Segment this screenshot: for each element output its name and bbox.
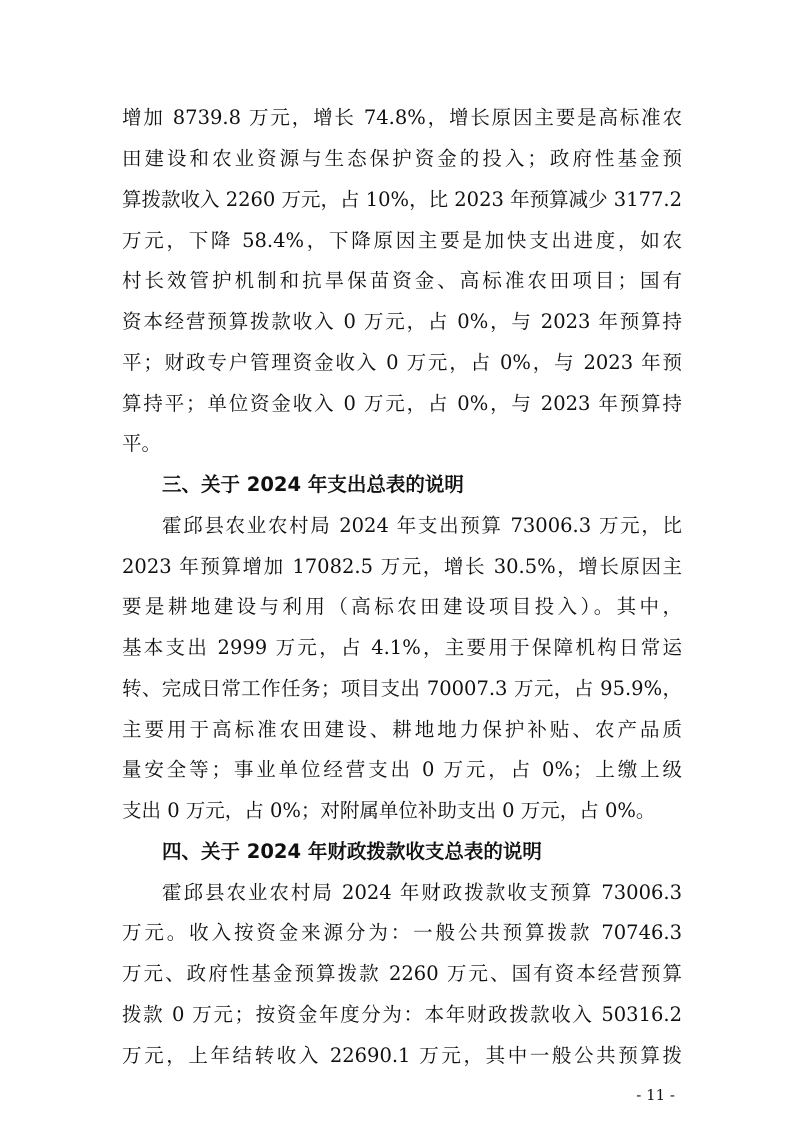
page-number: - 11 - [636, 1086, 675, 1104]
paragraph-line: 增加 8739.8 万元，增长 74.8%，增长原因主要是高标准农 [122, 106, 682, 129]
paragraph-line: 转、完成日常工作任务；项目支出 70007.3 万元，占 95.9%， [122, 677, 682, 700]
paragraph-line: 村长效管护机制和抗旱保苗资金、高标准农田项目；国有 [122, 269, 682, 292]
paragraph-line: 霍邱县农业农村局 2024 年财政拨款收支预算 73006.3 [162, 881, 682, 904]
paragraph-line: 支出 0 万元，占 0%；对附属单位补助支出 0 万元，占 0%。 [122, 799, 656, 822]
paragraph-line: 田建设和农业资源与生态保护资金的投入；政府性基金预 [122, 147, 682, 170]
paragraph-line: 霍邱县农业农村局 2024 年支出预算 73006.3 万元，比 [162, 514, 682, 537]
paragraph-line: 平。 [122, 432, 162, 455]
paragraph-line: 拨款 0 万元；按资金年度分为：本年财政拨款收入 50316.2 [122, 1003, 682, 1026]
section-heading: 三、关于 2024 年支出总表的说明 [162, 473, 464, 496]
section-heading: 四、关于 2024 年财政拨款收支总表的说明 [162, 840, 542, 863]
paragraph-line: 2023 年预算增加 17082.5 万元，增长 30.5%，增长原因主 [122, 555, 682, 578]
paragraph-line: 算拨款收入 2260 万元，占 10%，比 2023 年预算减少 3177.2 [122, 188, 683, 211]
paragraph-line: 资本经营预算拨款收入 0 万元，占 0%，与 2023 年预算持 [122, 310, 682, 333]
paragraph-line: 算持平；单位资金收入 0 万元，占 0%，与 2023 年预算持 [122, 392, 682, 415]
paragraph-line: 量安全等；事业单位经营支出 0 万元，占 0%；上缴上级 [122, 758, 682, 781]
paragraph-line: 万元。收入按资金来源分为：一般公共预算拨款 70746.3 [122, 921, 682, 944]
paragraph-line: 要是耕地建设与利用（高标农田建设项目投入）。其中， [122, 595, 682, 618]
paragraph-line: 基本支出 2999 万元，占 4.1%，主要用于保障机构日常运 [122, 636, 682, 659]
paragraph-line: 主要用于高标准农田建设、耕地地力保护补贴、农产品质 [122, 718, 682, 741]
paragraph-line: 万元，下降 58.4%，下降原因主要是加快支出进度，如农 [122, 229, 682, 252]
paragraph-line: 万元，上年结转收入 22690.1 万元，其中一般公共预算拨 [122, 1044, 682, 1067]
paragraph-line: 平；财政专户管理资金收入 0 万元，占 0%，与 2023 年预 [122, 351, 682, 374]
paragraph-line: 万元、政府性基金预算拨款 2260 万元、国有资本经营预算 [122, 962, 682, 985]
